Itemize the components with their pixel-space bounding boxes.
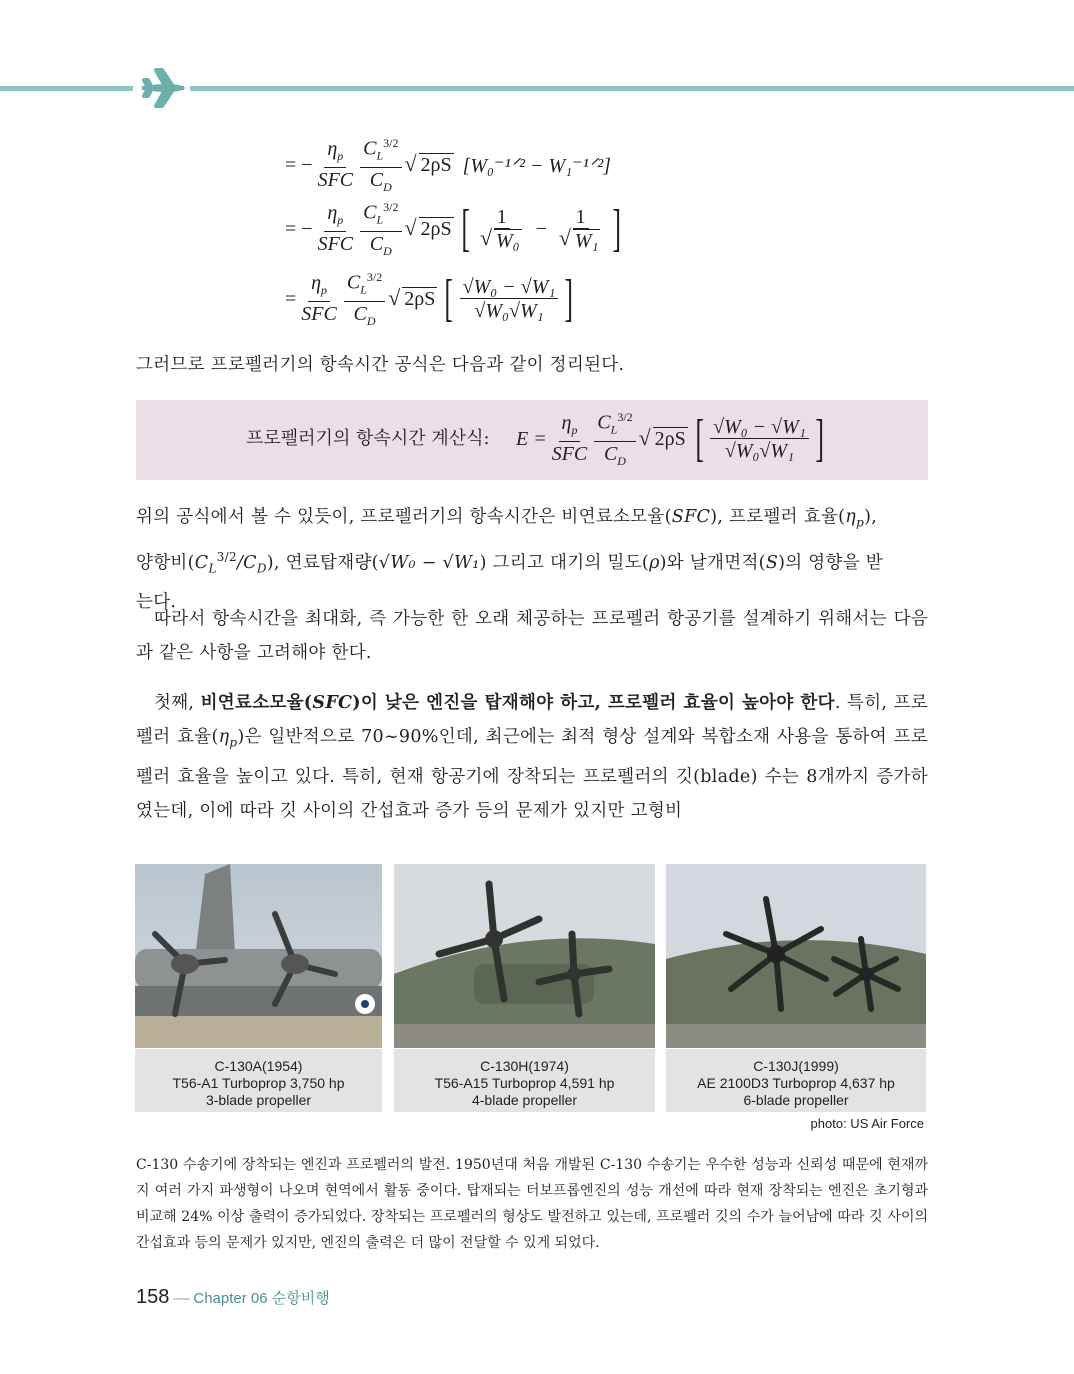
paragraph-factors: 위의 공식에서 볼 수 있듯이, 프로펠러기의 항속시간은 비연료소모율(SFC), 프로펠러 효율$(\eta_p)$, 양항비$(C_L^{3/2}/C_D)$, 연료탑재량(√W₀ − √W₁) 그리고 대기의 밀도(ρ)와 날개면적(S)의 영향을 받 는다. — [136, 507, 883, 612]
paragraph-first-point: 첫째, 비연료소모율(SFC)이 낮은 엔진을 탑재해야 하고, 프로펠러 효율이 높아야 한다. 특히, 프로펠러 효율$(\eta_p)$은 일반적으로 70~90%인데, 최근에는 최적 형상 설계와 복합소재 사용을 통하여 프로펠러 효율을 높이고 있다. 특히, 현재 항공기에 장착되는 프로펠러의 깃(blade) 수는 8개까지 증가하였는데, 이에 따라 깃 사이의 간섭효과 증가 등의 문제가 있지만 고형비 — [136, 693, 929, 821]
paragraph-intro: 그러므로 프로펠러기의 항속시간 공식은 다음과 같이 정리된다. — [136, 355, 625, 375]
endurance-formula: E = $\frac{\eta_p}{\text{SFC}}$ $\frac{C_L^{3/2}}{C_D}$ √ 2ρS [ $\frac{\text{√W₀ − √W₁}}{\text{√W₀√W₁}}$ ] — [516, 406, 828, 473]
formula-label: 프로펠러기의 항속시간 계산식: — [246, 428, 490, 449]
header-rule-right — [190, 86, 1074, 91]
equation-line-1: = − $\frac{\eta_p}{\text{SFC}}$ $\frac{C_L^{3/2}}{C_D}$ √ 2ρS [W₀⁻¹ᐟ² − W₁⁻¹ᐟ²] — [285, 132, 611, 199]
header-rule-left — [0, 86, 133, 91]
photo-caption-c130h: C-130H(1974) T56-A15 Turboprop 4,591 hp 4-blade propeller — [394, 1049, 655, 1112]
formula-highlight-box — [136, 400, 928, 480]
footer-separator: — — [173, 1290, 190, 1307]
page-number: 158 — [136, 1286, 170, 1308]
photo-caption-c130j: C-130J(1999) AE 2100D3 Turboprop 4,637 hp 6-blade propeller — [666, 1049, 926, 1112]
photo-credit: photo: US Air Force — [810, 1116, 924, 1131]
photo-caption-c130a: C-130A(1954) T56-A1 Turboprop 3,750 hp 3-blade propeller — [135, 1049, 382, 1112]
equation-line-2: = − $\frac{\eta_p}{\text{SFC}}$ $\frac{C_L^{3/2}}{C_D}$ √ 2ρS [ 1 √ W₀ − 1 √ W₁ ] — [285, 196, 626, 263]
airplane-icon — [140, 68, 186, 108]
chapter-title: Chapter 06 순항비행 — [193, 1290, 330, 1307]
equation-line-3: = $\frac{\eta_p}{\text{SFC}}$ $\frac{C_L^{3/2}}{C_D}$ √ 2ρS [ $\frac{\text{√W₀ − √W₁}}{\text{√W₀√W₁}}$ ] — [285, 266, 578, 333]
figure-caption: C-130 수송기에 장착되는 엔진과 프로펠러의 발전. 1950년대 처음 개발된 C-130 수송기는 우수한 성능과 신뢰성 때문에 현재까지 여러 가지 파생형이 나오며 현역에서 활동 중이다. 탑재되는 터보프롭엔진의 성능 개선에 따라 현재 장착되는 엔진은 초기형과 비교해 24% 이상 출력이 증가되었다. 장착되는 프로펠러의 형상도 발전하고 있는데, 프로펠러 깃의 수가 늘어남에 따라 깃 사이의 간섭효과 등의 문제가 있지만, 엔진의 출력은 더 많이 전달할 수 있게 되었다. — [136, 1157, 928, 1251]
photo-c130j — [666, 864, 926, 1048]
page-footer — [136, 1286, 330, 1309]
photo-c130h — [394, 864, 655, 1048]
paragraph-design: 따라서 항속시간을 최대화, 즉 가능한 한 오래 체공하는 프로펠러 항공기를 설계하기 위해서는 다음과 같은 사항을 고려해야 한다. — [136, 609, 928, 663]
photo-c130a — [135, 864, 382, 1048]
